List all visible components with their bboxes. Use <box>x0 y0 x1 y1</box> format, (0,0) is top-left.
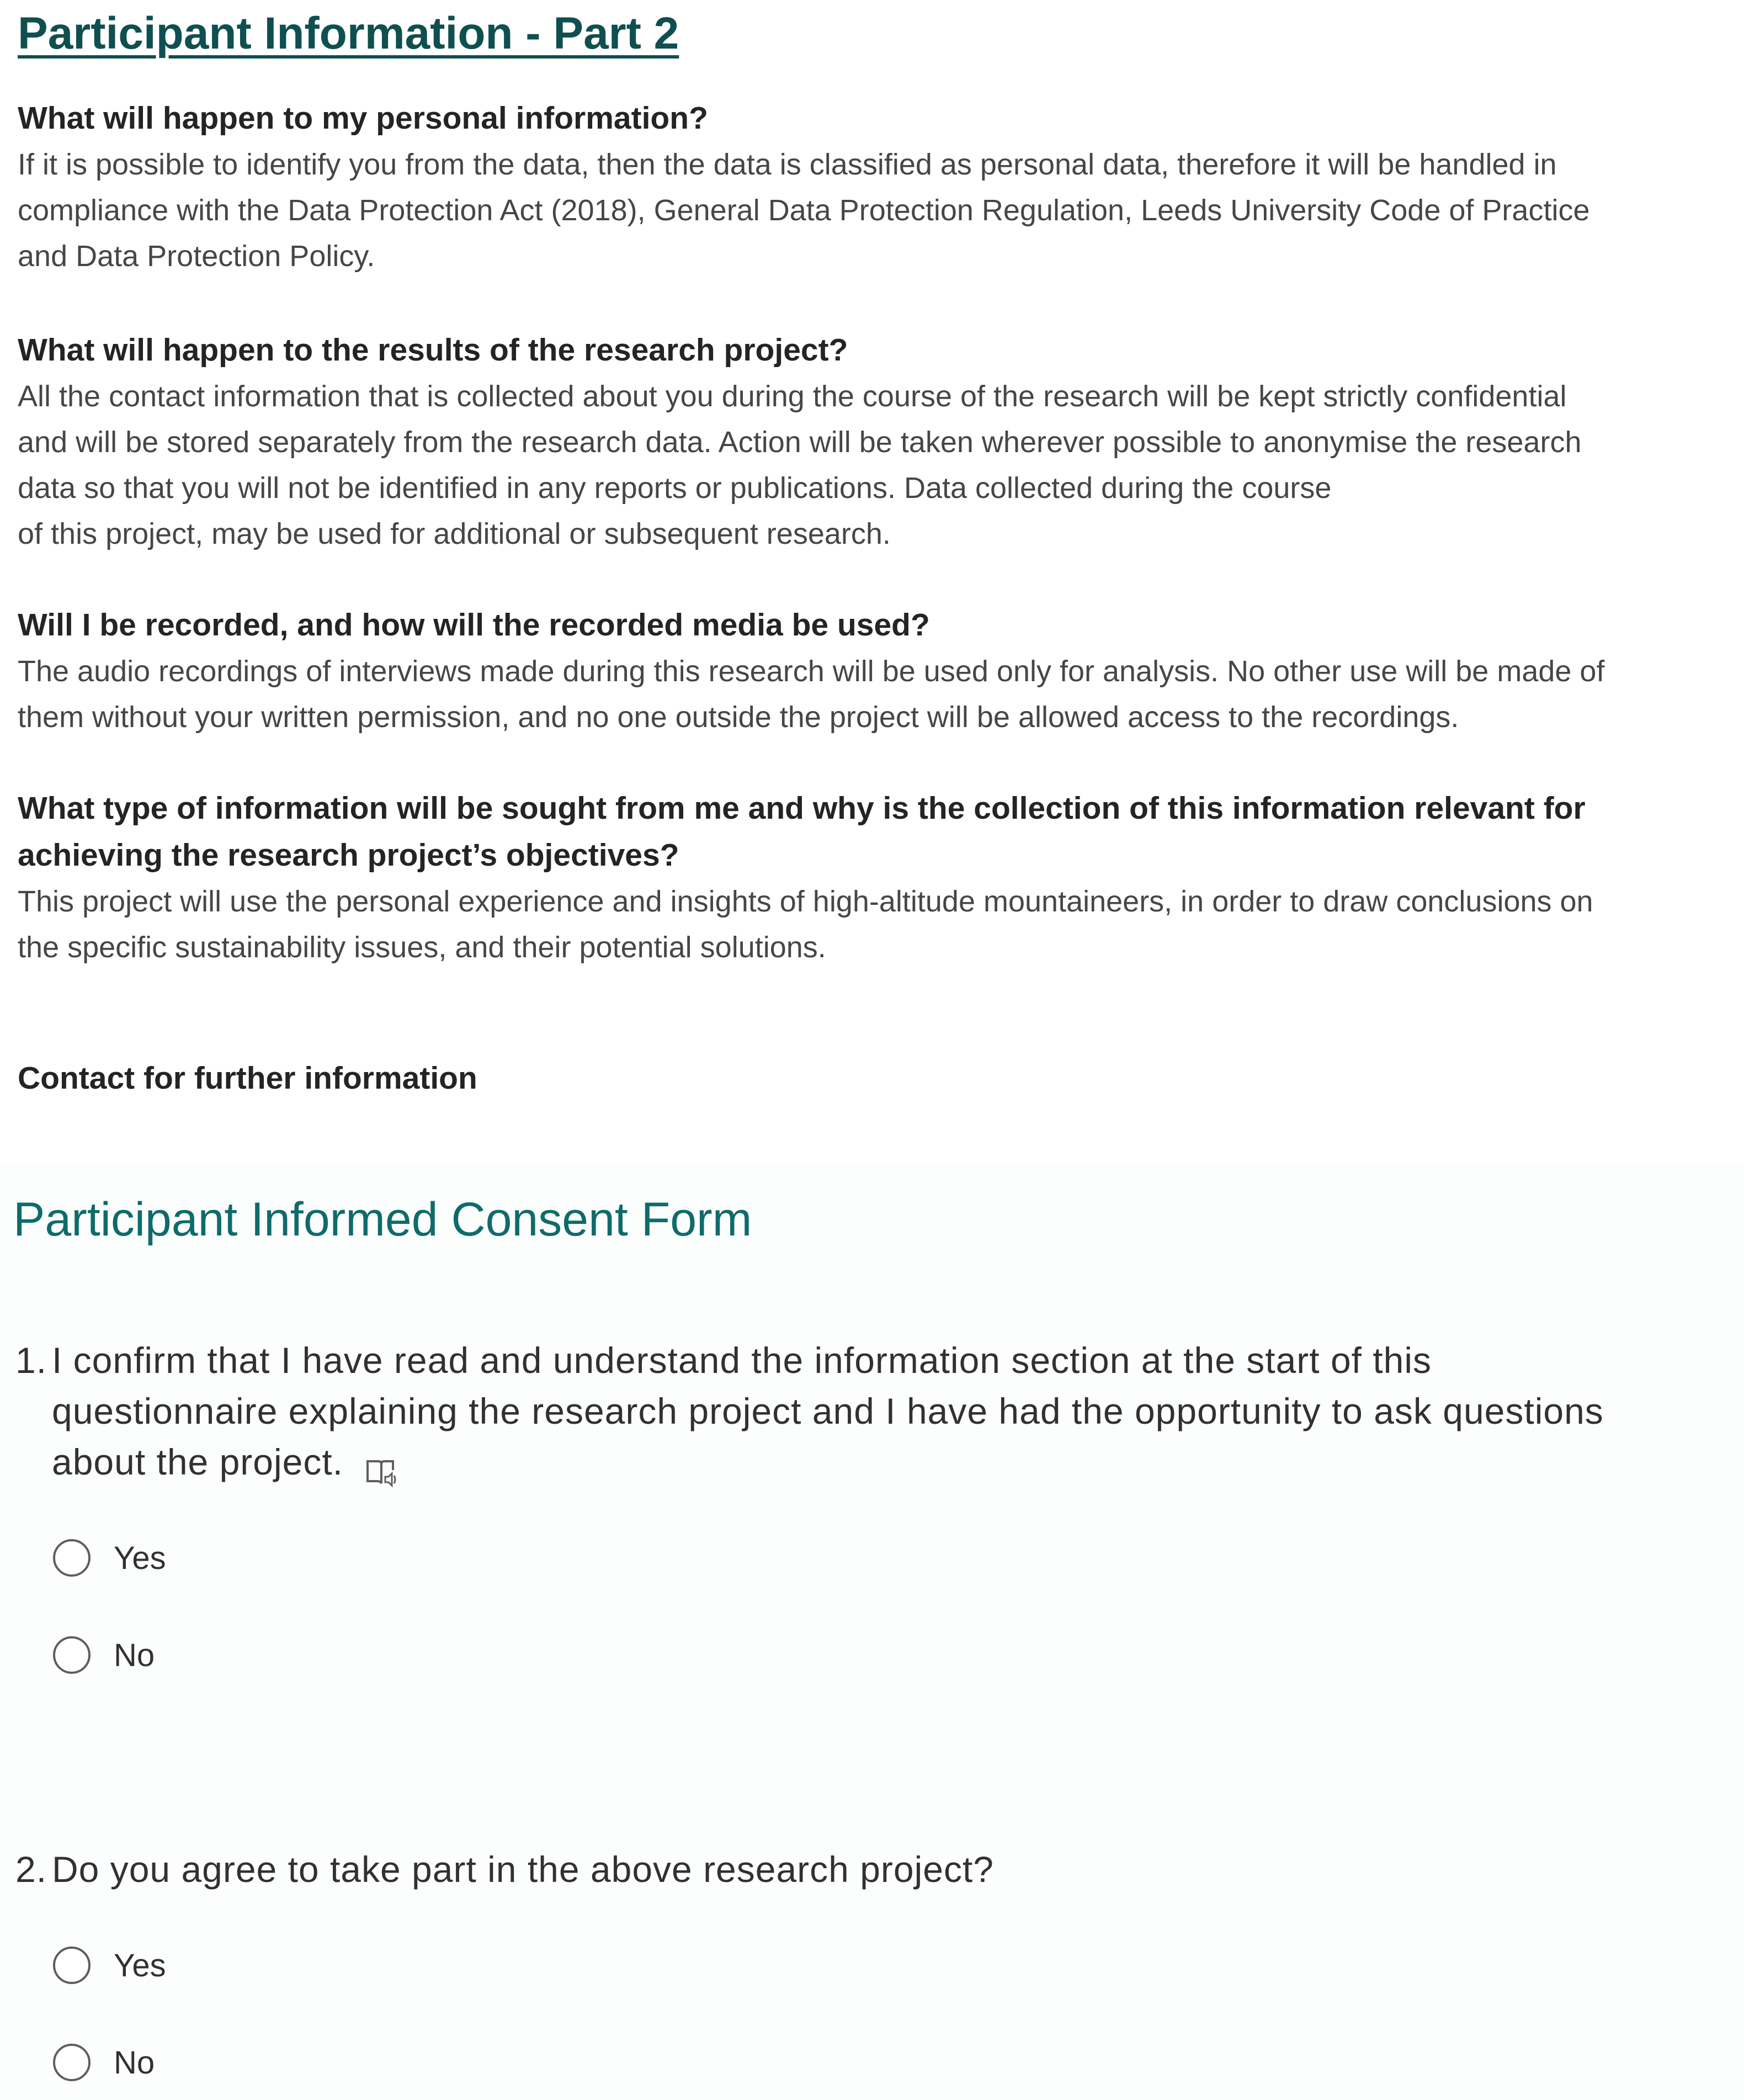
body-line: This project will use the personal experience and insights of high-altitude mountaineers, in order to draw conclusions on <box>18 885 1593 918</box>
question-2-option-yes[interactable] <box>53 1943 166 1987</box>
question-2-option-no[interactable] <box>53 2040 155 2085</box>
contact-heading: Contact for further information <box>18 1060 477 1096</box>
section-heading: What type of information will be sought from me and why is the collection of this information relevant for achieving the research project’s objectives? <box>18 791 1586 873</box>
section-body <box>18 649 1734 740</box>
section-heading: What will happen to the results of the research project? <box>18 332 848 368</box>
body-line: of this project, may be used for additional or subsequent research. <box>18 517 891 550</box>
option-label: No <box>114 1637 155 1673</box>
question-1 <box>15 1335 1715 1487</box>
immersive-reader-icon[interactable] <box>364 1450 398 1481</box>
question-text <box>52 1844 1715 1895</box>
body-line: them without your written permission, and no one outside the project will be allowed access to the recordings. <box>18 701 1459 734</box>
body-line: and will be stored separately from the research data. Action will be taken wherever possible to anonymise the research <box>18 426 1582 459</box>
body-line: If it is possible to identify you from the data, then the data is classified as personal data, therefore it will be handled in <box>18 148 1557 181</box>
question-number: 1. <box>15 1340 47 1381</box>
section-heading: Will I be recorded, and how will the recorded media be used? <box>18 607 930 643</box>
radio-button-icon[interactable] <box>53 1947 91 1984</box>
option-label: No <box>114 2044 155 2081</box>
page-title: Participant Information - Part 2 <box>18 8 679 59</box>
consent-form-section <box>0 1165 1744 2100</box>
option-label: Yes <box>114 1947 166 1984</box>
question-line: Do you agree to take part in the above research project? <box>52 1849 994 1890</box>
question-line <box>52 1436 1715 1487</box>
radio-button-icon[interactable] <box>53 1539 91 1577</box>
body-line: compliance with the Data Protection Act (2018), General Data Protection Regulation, Leeds University Code of Practice <box>18 194 1590 227</box>
body-line: data so that you will not be identified in any reports or publications. Data collected during the course <box>18 471 1332 505</box>
question-text <box>52 1335 1715 1487</box>
question-line-text: about the project. <box>52 1441 344 1482</box>
body-line: All the contact information that is collected about you during the course of the research will be kept strictly confidential <box>18 380 1567 413</box>
body-line: The audio recordings of interviews made during this research will be used only for analysis. No other use will be made of <box>18 655 1605 688</box>
body-line: and Data Protection Policy. <box>18 240 375 273</box>
question-line: questionnaire explaining the research project and I have had the opportunity to ask questions <box>52 1391 1604 1431</box>
question-1-option-yes[interactable] <box>53 1536 166 1580</box>
info-section-information-sought <box>18 785 1662 971</box>
radio-button-icon[interactable] <box>53 2044 91 2081</box>
question-line: I confirm that I have read and understand the information section at the start of this <box>52 1340 1432 1381</box>
option-label: Yes <box>114 1540 166 1576</box>
info-section-recording <box>18 602 1734 740</box>
form-title: Participant Informed Consent Form <box>13 1193 752 1246</box>
question-1-option-no[interactable] <box>53 1633 155 1677</box>
question-number: 2. <box>15 1849 47 1890</box>
question-2 <box>15 1844 1715 1895</box>
info-section-research-results <box>18 327 1734 557</box>
section-body <box>18 374 1734 557</box>
body-line: the specific sustainability issues, and their potential solutions. <box>18 931 826 964</box>
section-body <box>18 142 1734 279</box>
radio-button-icon[interactable] <box>53 1636 91 1674</box>
info-section-personal-information <box>18 95 1734 279</box>
section-body <box>18 879 1662 971</box>
section-heading: What will happen to my personal information? <box>18 100 708 136</box>
